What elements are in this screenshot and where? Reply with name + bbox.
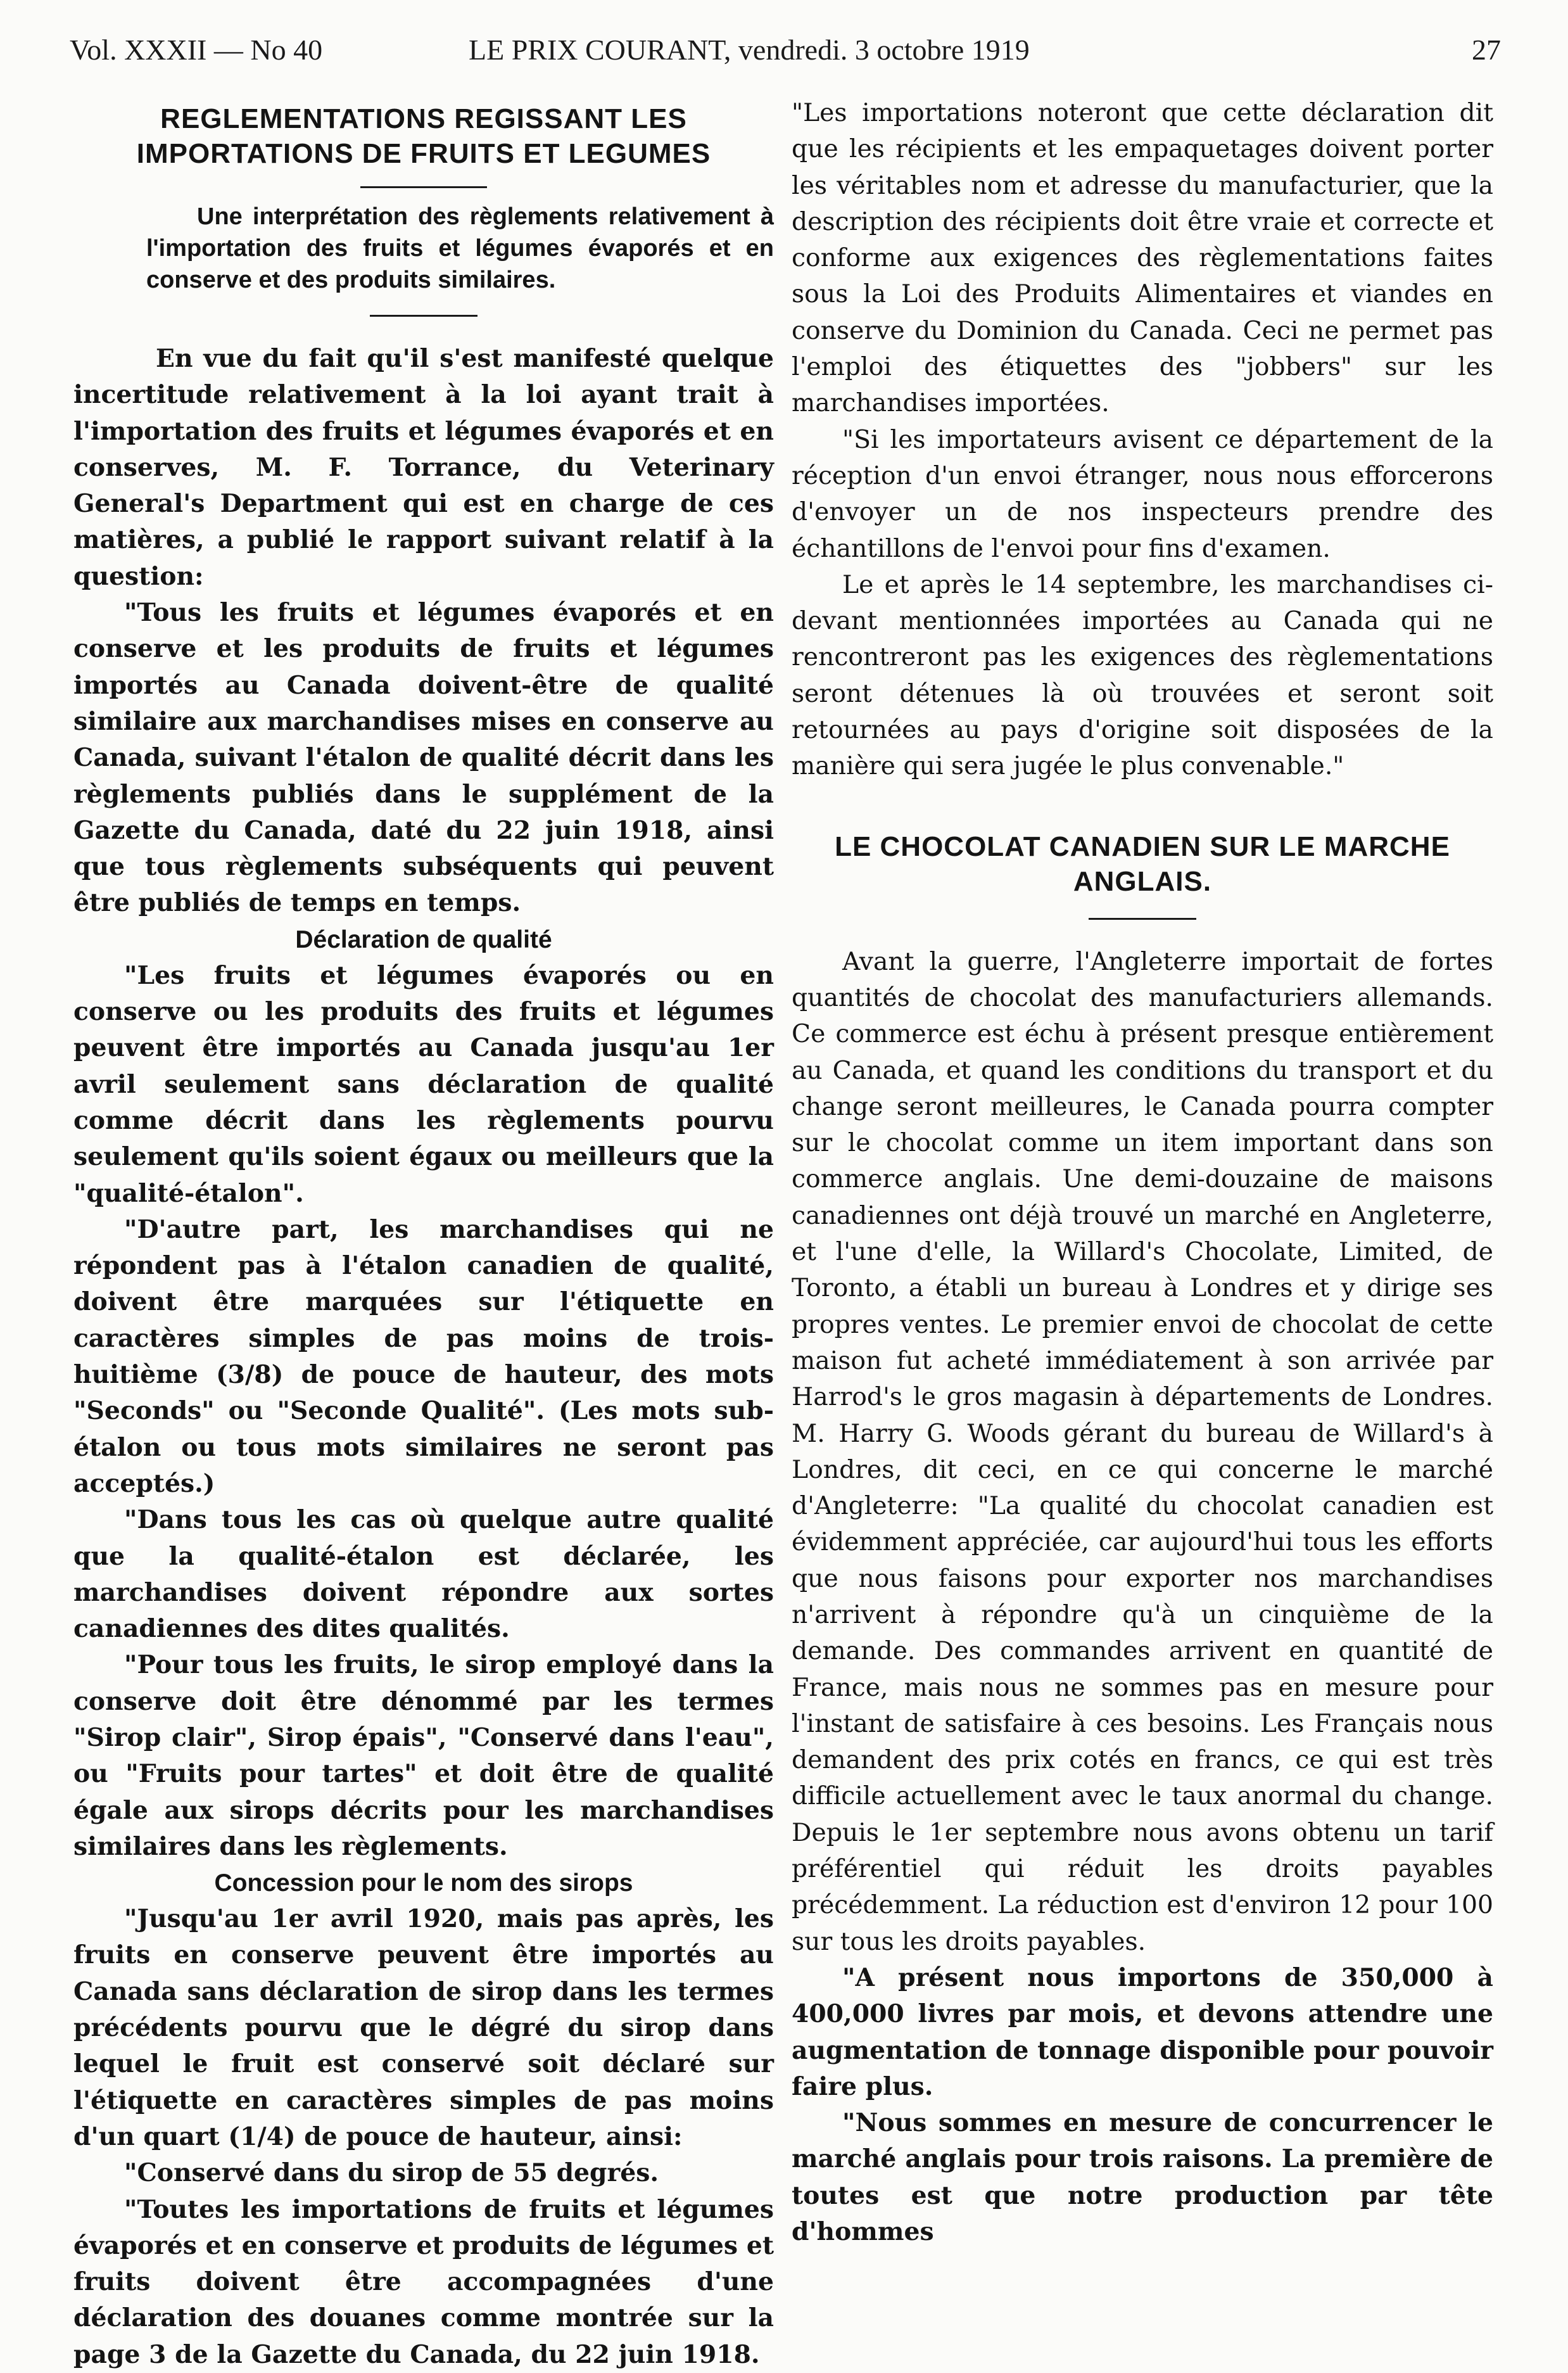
article-deck: Une interprétation des règlements relativement à l'importation des fruits et légumes évaporés et en conserve et des produits similaires. [146, 203, 774, 293]
paragraph: "Dans tous les cas où quelque autre qualité que la qualité-étalon est déclarée, les marchandises doivent répondre aux sortes canadiennes des dites qualités. [73, 1505, 774, 1644]
volume-number: Vol. XXXII — No 40 [70, 34, 323, 66]
paragraph: Le et après le 14 septembre, les marchandises ci-devant mentionnées importées au Canada qui ne rencontreront pas les exigences des règlementations seront détenues là où trouvées et seront soit retournées au pays d'origine soit disposées de la manière qui sera jugée le plus convenable." [792, 570, 1493, 781]
paragraph: "D'autre part, les marchandises qui ne répondent pas à l'étalon canadien de qualité, doivent être marquées sur l'étiquette en caractères simples de pas moins de trois-huitième (3/8) de pouce de hauteur, des mots "Seconds" ou "Seconde Qualité". (Les mots sub-étalon ou tous mots similaires ne seront pas acceptés.) [73, 1214, 774, 1498]
title-rule [1089, 918, 1196, 920]
paragraph: "Pour tous les fruits, le sirop employé dans la conserve doit être dénommé par les termes "Sirop clair", Sirop épais", "Conservé dans l'eau", ou "Fruits pour tartes" et doit être de qualité égale aux sirops décrits pour les marchandises similaires dans les règlements. [73, 1650, 774, 1861]
paragraph: "Les fruits et légumes évaporés ou en conserve ou les produits des fruits et légumes peuvent être importés au Canada jusqu'au 1er avril seulement sans déclaration de qualité comme décrit dans les règlements pourvu seulement qu'ils soient égaux ou meilleurs que la "qualité-étalon". [73, 960, 774, 1208]
paragraph: Avant la guerre, l'Angleterre importait de fortes quantités de chocolat des manufacturiers allemands. Ce commerce est échu à présent presque entièrement au Canada, et quand les conditions du transport et du change seront meilleures, le Canada pourra compter sur le chocolat comme un item important dans son commerce anglais. Une demi-douzaine de maisons canadiennes ont déjà trouvé un marché en Angleterre, et l'une d'elle, la Willard's Chocolate, Limited, de Toronto, a établi un bureau à Londres et y dirige ses propres ventes. Le premier envoi de chocolat de cette maison fut acheté immédiatement à son arrivée par Harrod's le gros magasin à départements de Londres. M. Harry G. Woods gérant du bureau de Willard's à Londres, dit ceci, en ce qui concerne le marché d'Angleterre: "La qualité du chocolat canadien est évidemment appréciée, car aujourd'hui tous les efforts que nous faisons pour exporter nos marchandises n'arrivent à répondre qu'à un cinquième de la demande. Des commandes arrivent en quantité de France, mais nous ne sommes pas en mesure pour l'instant de satisfaire à ces besoins. Les Français nous demandent des prix cotés en francs, ce qui est très difficile actuellement avec le taux anormal du change. Depuis le 1er septembre nous avons obtenu un tarif préférentiel qui réduit les droits payables précédemment. La réduction est d'environ 12 pour 100 sur tous les droits payables. [792, 947, 1493, 1956]
subhead-concession-sirops: Concession pour le nom des sirops [214, 1869, 633, 1897]
paragraph: En vue du fait qu'il s'est manifesté quelque incertitude relativement à la loi ayant trait à l'importation des fruits et légumes évaporés et en conserves, M. F. Torrance, du Veterinary General's Department qui est en charge de ces matières, a publié le rapport suivant relatif à la question: [73, 344, 774, 591]
paragraph: "Nous sommes en mesure de concurrencer le marché anglais pour trois raisons. La première de toutes est que notre production par tête d'hommes [792, 2108, 1493, 2247]
paragraph: "Tous les fruits et légumes évaporés et en conserve et les produits de fruits et légumes importés au Canada doivent-être de qualité similaire aux marchandises mises en conserve au Canada, suivant l'étalon de qualité décrit dans les règlements publiés dans le supplément de la Gazette du Canada, daté du 22 juin 1918, ainsi que tous règlements subséquents qui peuvent être publiés de temps en temps. [73, 598, 774, 918]
paragraph: "Si les importateurs avisent ce département de la réception d'un envoi étranger, nous nous efforcerons d'envoyer un de nos inspecteurs prendre des échantillons de l'envoi pour fins d'examen. [792, 425, 1493, 563]
page-number: 27 [1472, 34, 1501, 66]
paragraph: "Toutes les importations de fruits et légumes évaporés et en conserve et produits de légumes et fruits doivent être accompagnées d'une déclaration des douanes comme montrée sur la page 3 de la Gazette du Canada, du 22 juin 1918. [73, 2194, 774, 2369]
article-title-chocolat: LE CHOCOLAT CANADIEN SUR LE MARCHE ANGLAIS. [835, 830, 1450, 897]
masthead: LE PRIX COURANT, vendredi. 3 octobre 1919 [469, 34, 1030, 66]
paragraph: "Les importations noteront que cette déclaration dit que les récipients et les empaquetages doivent porter les véritables nom et adresse du manufacturier, que la description des récipients doit être vraie et correcte et conforme aux exigences des règlementations faites sous la Loi des Produits Alimentaires et viandes en conserve du Dominion du Canada. Ceci ne permet pas l'emploi des étiquettes des "jobbers" sur les marchandises importées. [792, 99, 1493, 418]
page-header [70, 33, 1501, 71]
left-column [73, 95, 774, 2373]
title-rule [360, 186, 487, 188]
deck-rule [370, 315, 477, 317]
subhead-declaration-qualite: Déclaration de qualité [295, 926, 552, 953]
paragraph: "Jusqu'au 1er avril 1920, mais pas après, les fruits en conserve peuvent être importés au Canada sans déclaration de sirop dans les termes précédents pourvu que le dégré du sirop dans lequel le fruit est conservé soit déclaré sur l'étiquette en caractères simples de pas moins d'un quart (1/4) de pouce de hauteur, ainsi: [73, 1904, 774, 2151]
right-column [792, 95, 1493, 2250]
paragraph: "A présent nous importons de 350,000 à 400,000 livres par mois, et devons attendre une augmentation de tonnage disponible pour pouvoir faire plus. [792, 1963, 1493, 2101]
article-title-importations: REGLEMENTATIONS REGISSANT LES IMPORTATIONS DE FRUITS ET LEGUMES [136, 103, 711, 169]
paragraph: "Conservé dans du sirop de 55 degrés. [124, 2158, 659, 2188]
